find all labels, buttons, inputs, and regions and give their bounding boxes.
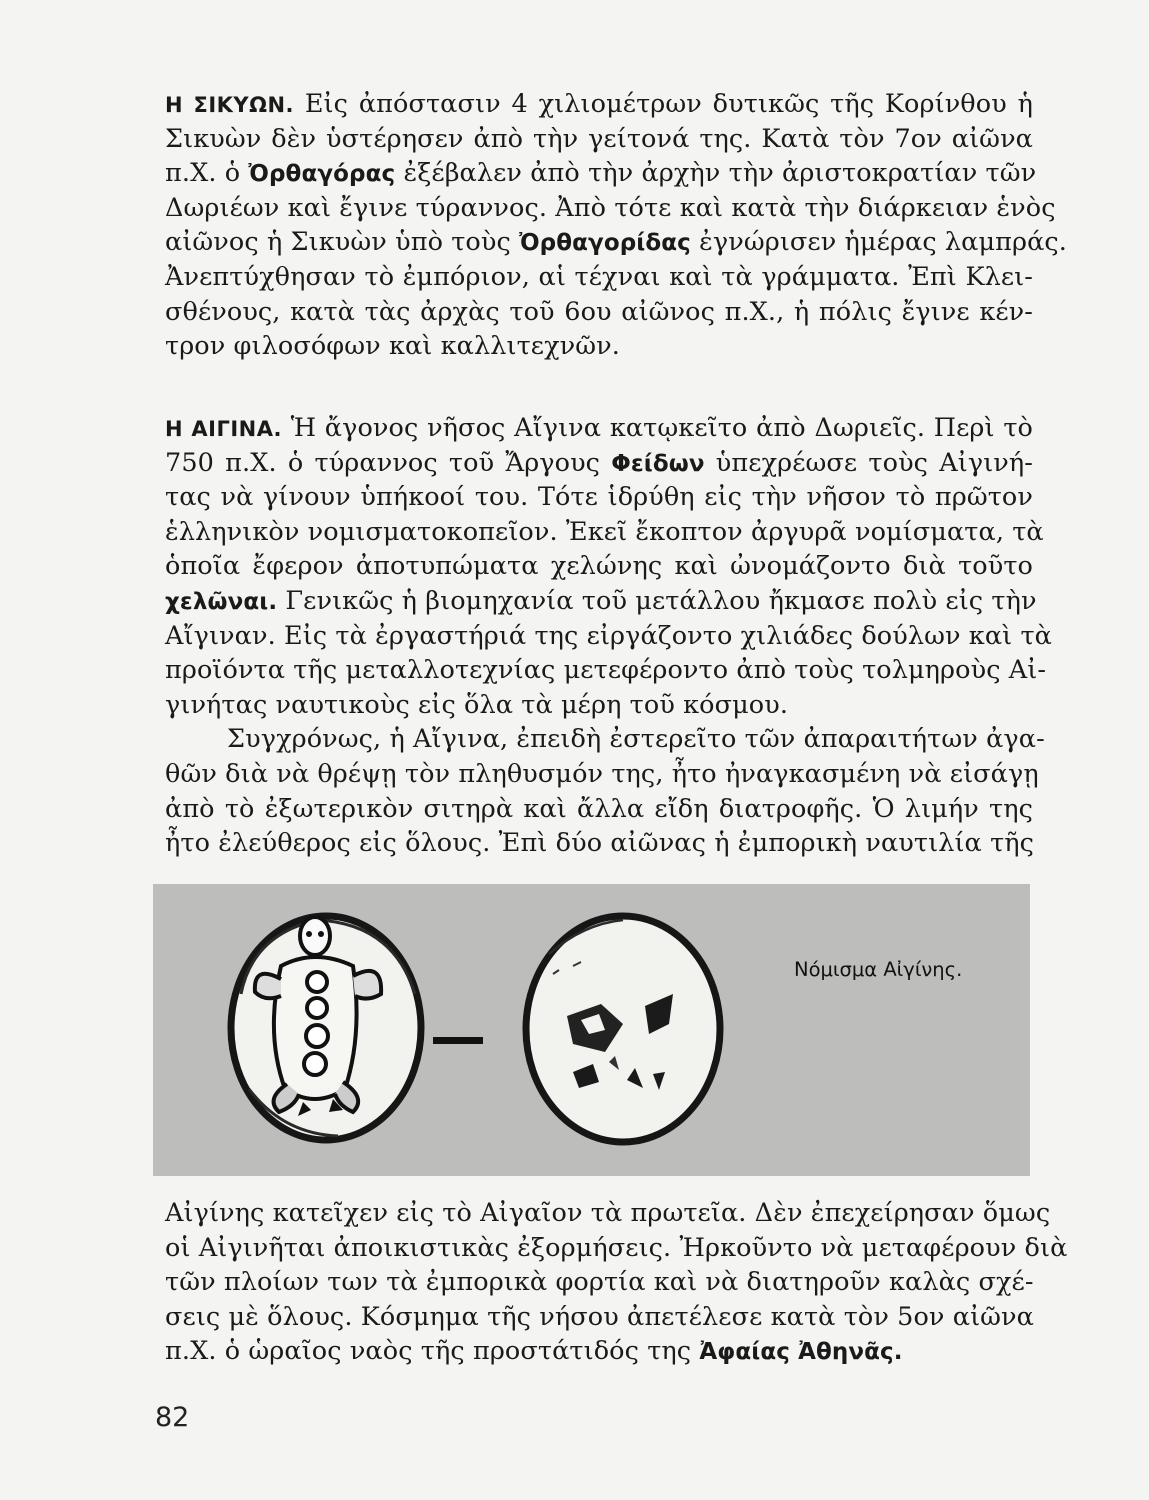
- text-line: π.Χ. ὁ Ὀρθαγόρας ἐξέβαλεν ἀπὸ τὴν ἀρχὴν τὴν ἀριστοκρατίαν τῶν: [165, 158, 1037, 189]
- text-line: Αἴγιναν. Εἰς τὰ ἐργαστήριά της εἰργάζοντο χιλιάδες δούλων καὶ τὰ: [165, 620, 1052, 651]
- figure-caption: Νόμισμα Αἰγίνης.: [794, 958, 963, 981]
- text-line: Η ΣΙΚΥΩΝ. Εἰς ἀπόστασιν 4 χιλιομέτρων δυτικῶς τῆς Κορίνθου ἡ: [165, 89, 1033, 119]
- heading-aigina: Η ΑΙΓΙΝΑ.: [165, 417, 282, 441]
- section-sikyon: [165, 87, 1068, 364]
- text-line: ὁποῖα ἔφερον ἀποτυπώματα χελώνης καὶ ὠνομάζοντο διὰ τοῦτο: [165, 551, 1033, 582]
- emphasis-pheidon: Φείδων: [611, 450, 705, 477]
- text-line: Ἀνεπτύχθησαν τὸ ἐμπόριον, αἱ τέχναι καὶ τὰ γράμματα. Ἐπὶ Κλει-: [165, 261, 1033, 292]
- text-line: Σικυὼν δὲν ὑστέρησεν ἀπὸ τὴν γείτονά της. Κατὰ τὸν 7ον αἰῶνα: [165, 123, 1033, 154]
- text-line: προϊόντα τῆς μεταλλοτεχνίας μετεφέροντο ἀπὸ τοὺς τολμηροὺς Αἰ-: [165, 655, 1047, 686]
- section-continuation: [165, 1196, 1068, 1369]
- text-line: ἦτο ἐλεύθερος εἰς ὅλους. Ἐπὶ δύο αἰῶνας ἡ ἐμπορικὴ ναυτιλία τῆς: [165, 828, 1035, 859]
- emphasis-orthagoras: Ὀρθαγόρας: [248, 161, 396, 188]
- text-line: π.Χ. ὁ ὡραῖος ναὸς τῆς προστάτιδός της Ἀφαίας Ἀθηνᾶς.: [165, 1336, 903, 1367]
- coin-obverse: [231, 916, 421, 1140]
- text-line: σθένους, κατὰ τὰς ἀρχὰς τοῦ 6ου αἰῶνος π.Χ., ἡ πόλις ἔγινε κέν-: [165, 296, 1033, 327]
- text-line: Αἰγίνης κατεῖχεν εἰς τὸ Αἰγαῖον τὰ πρωτεῖα. Δὲν ἐπεχείρησαν ὅμως: [165, 1198, 1051, 1228]
- text-line: αἰῶνος ἡ Σικυὼν ὑπὸ τοὺς Ὀρθαγορίδας ἐγνώρισεν ἡμέρας λαμπράς.: [165, 227, 1068, 258]
- text-line: Δωριέων καὶ ἔγινε τύραννος. Ἀπὸ τότε καὶ κατὰ τὴν διάρκειαν ἑνὸς: [165, 192, 1056, 223]
- text-line: γινήτας ναυτικοὺς εἰς ὅλα τὰ μέρη τοῦ κόσμου.: [165, 689, 789, 720]
- text-line: τας νὰ γίνουν ὑπήκοοί του. Τότε ἱδρύθη εἰς τὴν νῆσον τὸ πρῶτον: [165, 482, 1033, 513]
- text-line: σεις μὲ ὅλους. Κόσμημα τῆς νήσου ἀπετέλεσε κατὰ τὸν 5ον αἰῶνα: [165, 1301, 1034, 1332]
- text-line: Η ΑΙΓΙΝΑ. Ἡ ἄγονος νῆσος Αἴγινα κατῳκεῖτο ἀπὸ Δωριεῖς. Περὶ τὸ: [165, 413, 1033, 443]
- section-aigina: [165, 411, 1052, 861]
- page-number: 82: [155, 1402, 190, 1433]
- coin-reverse: [526, 916, 720, 1142]
- coin-separator: [433, 1037, 483, 1044]
- emphasis-orthagoridas: Ὀρθαγορίδας: [519, 230, 691, 257]
- coin-illustration: [153, 884, 1030, 1176]
- text-line: χελῶναι. Γενικῶς ἡ βιομηχανία τοῦ μετάλλου ἤκμασε πολὺ εἰς τὴν: [165, 585, 1037, 616]
- text-line: οἱ Αἰγινῆται ἀποικιστικὰς ἐξορμήσεις. Ἠρκοῦντο νὰ μεταφέρουν διὰ: [165, 1232, 1068, 1263]
- text-line: θῶν διὰ νὰ θρέψῃ τὸν πληθυσμόν της, ἦτο ἠναγκασμένη νὰ εἰσάγῃ: [165, 758, 1039, 789]
- text-line: Συγχρόνως, ἡ Αἴγινα, ἐπειδὴ ἐστερεῖτο τῶν ἀπαραιτήτων ἀγα-: [227, 724, 1045, 755]
- coin-figure: [153, 884, 1030, 1176]
- emphasis-aphaia: Ἀφαίας Ἀθηνᾶς.: [699, 1339, 903, 1366]
- heading-sikyon: Η ΣΙΚΥΩΝ.: [165, 93, 295, 117]
- text-line: ἑλληνικὸν νομισματοκοπεῖον. Ἐκεῖ ἔκοπτον ἀργυρᾶ νομίσματα, τὰ: [165, 516, 1044, 547]
- emphasis-chelonai: χελῶναι.: [165, 588, 278, 615]
- text-line: 750 π.Χ. ὁ τύραννος τοῦ Ἄργους Φείδων ὑπεχρέωσε τοὺς Αἰγινή-: [165, 447, 1033, 478]
- text-line: τρον φιλοσόφων καὶ καλλιτεχνῶν.: [165, 331, 620, 362]
- text-line: τῶν πλοίων των τὰ ἐμπορικὰ φορτία καὶ νὰ διατηροῦν καλὰς σχέ-: [165, 1267, 1034, 1298]
- text-line: ἀπὸ τὸ ἐξωτερικὸν σιτηρὰ καὶ ἄλλα εἴδη διατροφῆς. Ὁ λιμήν της: [165, 793, 1033, 824]
